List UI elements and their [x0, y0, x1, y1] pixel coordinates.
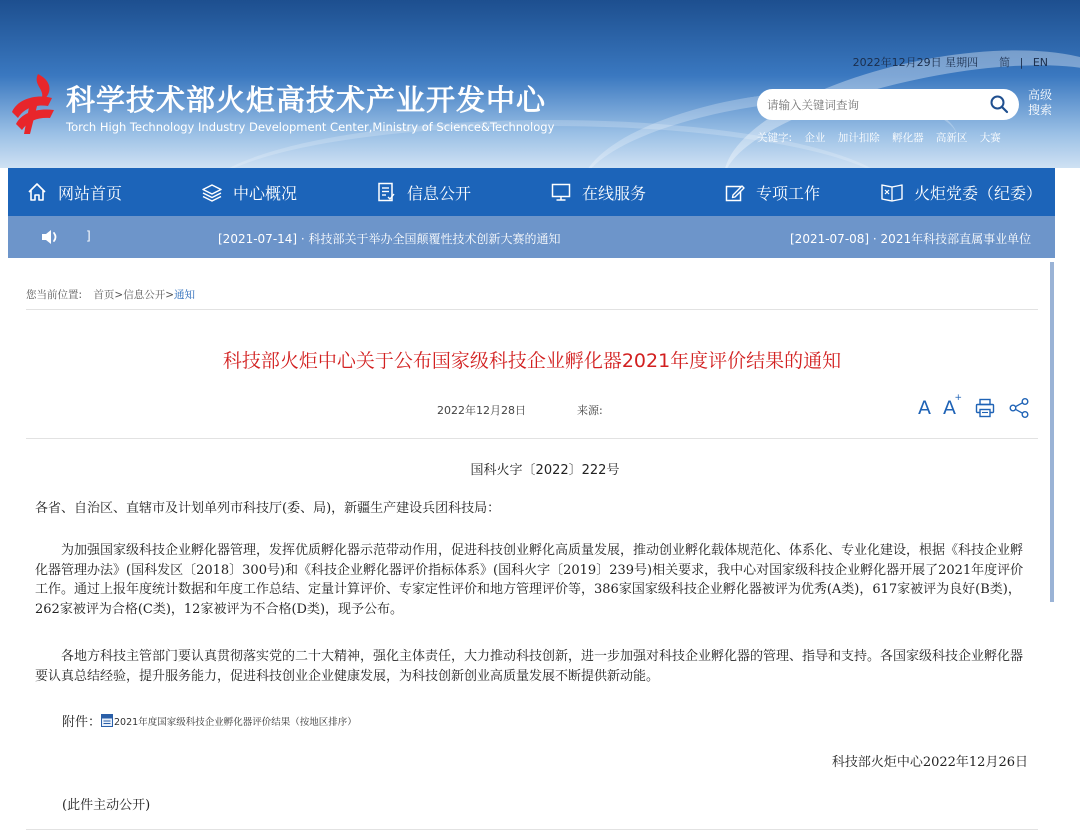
- breadcrumb-section-link[interactable]: 信息公开: [123, 289, 166, 301]
- edit-icon: [724, 181, 746, 203]
- attachment: [62, 711, 357, 730]
- word-document-icon: [101, 714, 113, 727]
- breadcrumb-separator: >: [165, 289, 175, 301]
- nav-label: 火炬党委（纪委）: [914, 183, 1043, 203]
- nav-item-overview[interactable]: [201, 168, 375, 216]
- divider: [26, 309, 1038, 310]
- torch-logo-icon[interactable]: [8, 72, 60, 136]
- article-title: 科技部火炬中心关于公布国家级科技企业孵化器2021年度评价结果的通知: [222, 350, 842, 372]
- keyword-link[interactable]: 加计扣除: [837, 132, 880, 144]
- body-paragraph: 各地方科技主管部门要认真贯彻落实党的二十大精神，强化主体责任，大力推动科技创新，进一步加强对科技企业孵化器的管理、指导和支持。各国家级科技企业孵化器要认真总结经验，提升服务能力，促进科技创业企业健康发展，为科技创新创业高质量发展不断提供新动能。: [35, 649, 1024, 684]
- search-icon[interactable]: [989, 94, 1009, 114]
- breadcrumb-home-link[interactable]: 首页: [93, 289, 115, 301]
- nav-item-special-work[interactable]: [724, 168, 880, 216]
- plus-icon: +: [954, 393, 962, 403]
- lang-simplified-link[interactable]: 简: [999, 56, 1011, 69]
- lang-english-link[interactable]: EN: [1032, 56, 1048, 69]
- font-size-decrease-button[interactable]: A: [918, 397, 931, 419]
- keyword-link[interactable]: 高新区: [935, 132, 968, 144]
- scroll-indicator[interactable]: [1050, 262, 1054, 602]
- main-nav: [8, 168, 1055, 216]
- attachment-link[interactable]: 2021年度国家级科技企业孵化器评价结果（按地区排序）: [114, 716, 357, 728]
- monitor-icon: [550, 181, 572, 203]
- keyword-link[interactable]: 孵化器: [892, 132, 924, 144]
- current-date: 2022年12月29日 星期四: [852, 56, 979, 69]
- nav-label: 专项工作: [756, 183, 821, 203]
- nav-item-online-service[interactable]: [550, 168, 724, 216]
- ticker-news-link[interactable]: [2021-07-08] · 2021年科技部直属事业单位: [790, 232, 1032, 246]
- source-label: 来源:: [577, 404, 603, 417]
- body-paragraph: 为加强国家级科技企业孵化器管理，发挥优质孵化器示范带动作用，促进科技创业孵化高质量发展，推动创业孵化载体规范化、体系化、专业化建设，根据《科技企业孵化器管理办法》(国科发区〔2018〕300号)和《科技企业孵化器评价指标体系》(国科火字〔2019〕239号)相关要求，我中心对国家级科技企业孵化器开展了2021年度评价工作。通过上报年度统计数据和年度工作总结、定量计算评价、专家定性评价和地方管理评价等，386家国家级科技企业孵化器被评为优秀(A类)，617家被评为良好(B类)，262家被评为合格(C类)，12家被评为不合格(D类)，现予公布。: [35, 543, 1024, 617]
- attachment-label: 附件：: [62, 715, 102, 730]
- keyword-link[interactable]: 企业: [804, 132, 826, 144]
- nav-label: 信息公开: [407, 183, 472, 203]
- site-subtitle: Torch High Technology Industry Development Center,Ministry of Science&Technology: [66, 120, 555, 134]
- party-book-icon: [880, 181, 904, 203]
- breadcrumb: [26, 287, 195, 302]
- ticker-bracket: ]: [86, 229, 91, 243]
- date-language-bar: [853, 54, 1048, 70]
- disclosure-note: (此件主动公开): [62, 798, 151, 813]
- nav-label: 在线服务: [582, 183, 647, 203]
- signature: 科技部火炬中心2022年12月26日: [831, 755, 1028, 770]
- layers-icon: [201, 181, 223, 203]
- hot-keywords: [757, 130, 1010, 145]
- divider: [26, 829, 1038, 830]
- print-icon[interactable]: [974, 397, 996, 419]
- site-header: [0, 0, 1080, 168]
- home-icon: [26, 181, 48, 203]
- publish-date: 2022年12月28日: [437, 404, 526, 417]
- article-tools: [918, 393, 1042, 419]
- salutation: 各省、自治区、直辖市及计划单列市科技厅(委、局)，新疆生产建设兵团科技局：: [35, 501, 501, 516]
- breadcrumb-prefix: 您当前位置:: [26, 289, 83, 301]
- document-icon: [375, 181, 397, 203]
- nav-item-home[interactable]: [26, 168, 201, 216]
- nav-label: 中心概况: [233, 183, 298, 203]
- search-box: [757, 89, 1019, 120]
- keywords-label: 关键字:: [757, 132, 793, 144]
- ticker-news-link[interactable]: [2021-07-14] · 科技部关于举办全国颠覆性技术创新大赛的通知: [218, 232, 561, 246]
- nav-item-party-committee[interactable]: [880, 168, 1055, 216]
- breadcrumb-current-link[interactable]: 通知: [174, 289, 196, 301]
- news-ticker: [8, 216, 1055, 258]
- divider: |: [1019, 56, 1024, 69]
- document-number: 国科火字〔2022〕222号: [470, 463, 620, 478]
- font-large-label: A: [943, 397, 956, 419]
- font-size-increase-button[interactable]: [943, 393, 962, 419]
- divider: [26, 438, 1038, 439]
- share-icon[interactable]: [1008, 397, 1030, 419]
- breadcrumb-separator: >: [114, 289, 124, 301]
- advanced-search-link[interactable]: 高级搜索: [1028, 88, 1053, 117]
- site-title[interactable]: 科学技术部火炬高技术产业开发中心: [66, 83, 547, 117]
- nav-item-info-disclosure[interactable]: [375, 168, 550, 216]
- keyword-link[interactable]: 大赛: [979, 132, 1001, 144]
- search-input[interactable]: [767, 95, 977, 115]
- speaker-icon: [40, 228, 62, 246]
- nav-label: 网站首页: [58, 183, 123, 203]
